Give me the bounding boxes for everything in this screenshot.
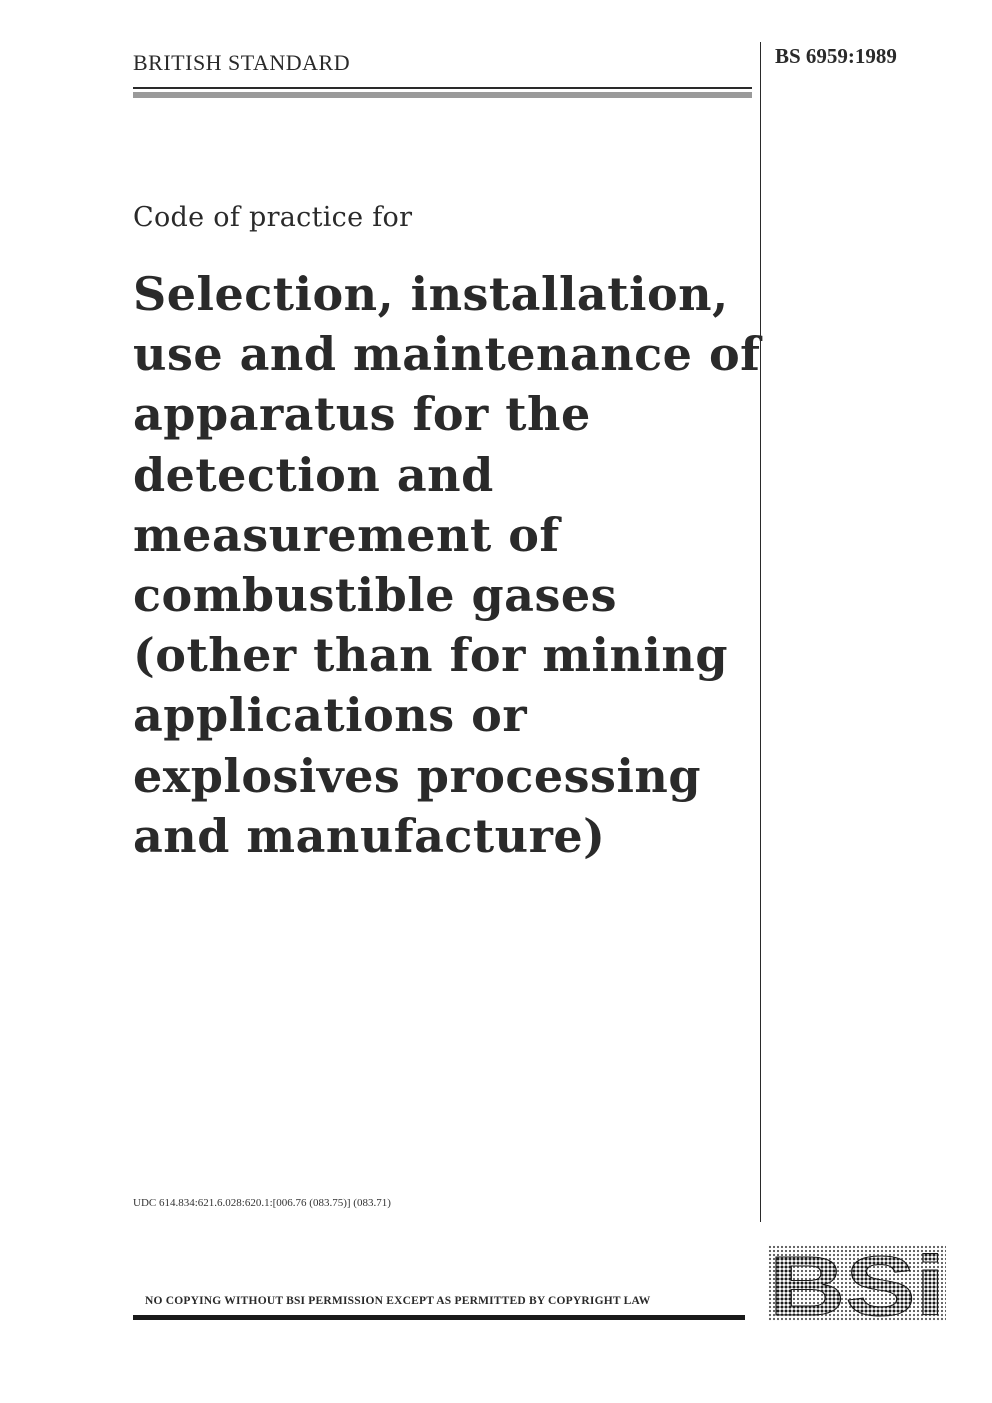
copyright-notice: NO COPYING WITHOUT BSI PERMISSION EXCEPT AS PERMITTED BY COPYRIGHT LAW bbox=[145, 1295, 651, 1307]
pre-title: Code of practice for bbox=[133, 202, 413, 233]
footer-rule bbox=[133, 1315, 745, 1320]
bsi-logo-text: BSi bbox=[769, 1245, 945, 1321]
header-rule bbox=[133, 87, 752, 99]
header-rule-thick bbox=[133, 92, 752, 98]
title-line: (other than for mining bbox=[133, 628, 729, 683]
title-line: use and maintenance of bbox=[133, 327, 761, 382]
standard-number: BS 6959:1989 bbox=[775, 44, 897, 68]
bsi-logo bbox=[768, 1245, 946, 1321]
title-line: Selection, installation, bbox=[133, 267, 729, 321]
header-rule-thin bbox=[133, 87, 752, 89]
document-type-label: BRITISH STANDARD bbox=[133, 50, 351, 75]
title-line: explosives processing bbox=[133, 748, 702, 803]
title-line: and manufacture) bbox=[133, 808, 606, 863]
title-line: detection and bbox=[133, 447, 494, 502]
title-line: applications or bbox=[133, 688, 528, 743]
vertical-divider bbox=[760, 42, 761, 1222]
title-line: apparatus for the bbox=[133, 387, 591, 442]
title-line: measurement of bbox=[133, 507, 560, 562]
title-line: combustible gases bbox=[133, 568, 618, 623]
document-title bbox=[133, 264, 761, 866]
udc-classification: UDC 614.834:621.6.028:620.1:[006.76 (083.75)] (083.71) bbox=[133, 1197, 391, 1209]
